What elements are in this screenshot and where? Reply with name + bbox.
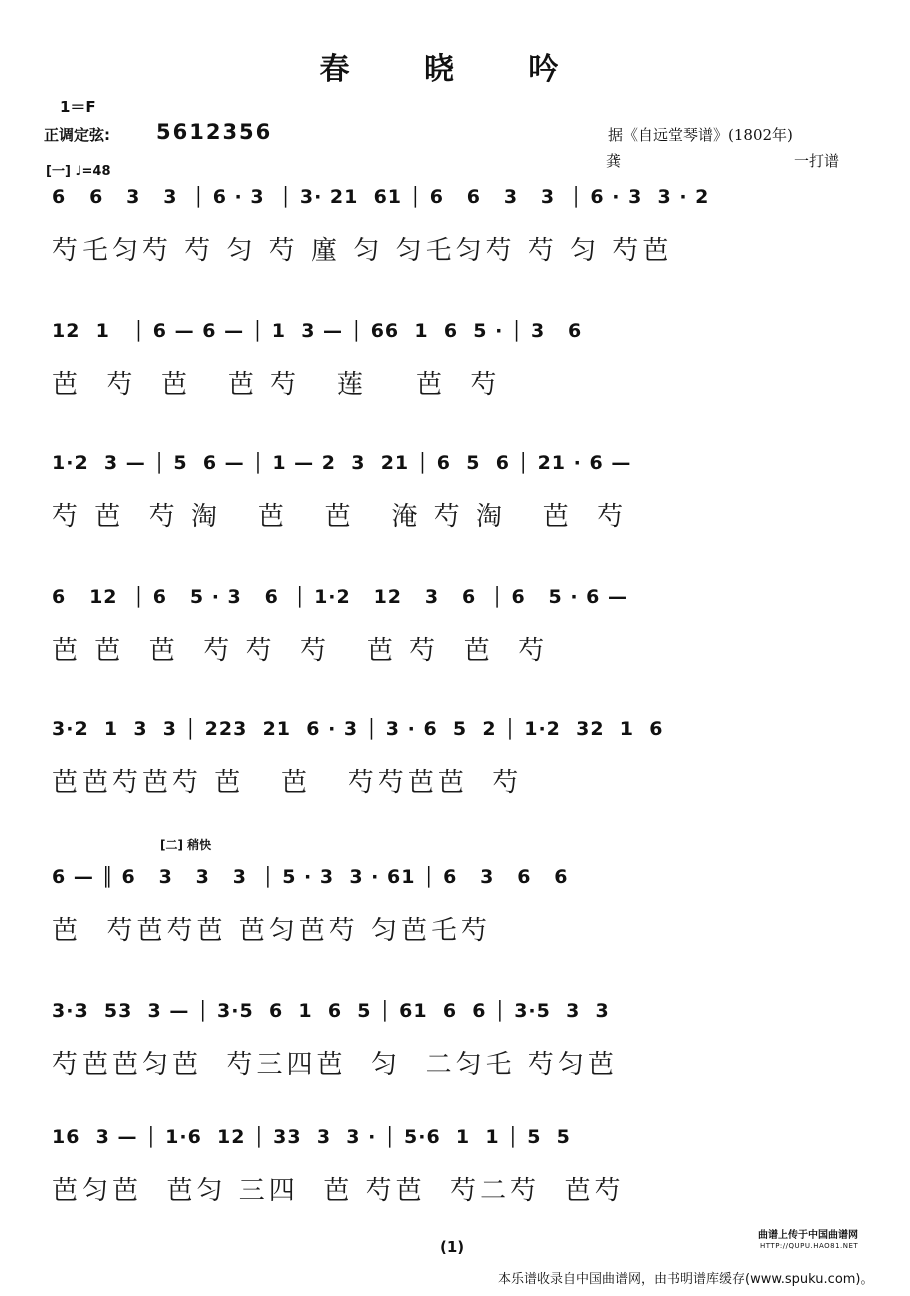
tablature-line: 芭芭芍芭芍 芭 芭 芍芍芭芭 芍 — [52, 768, 523, 798]
tablature-line: 芭匀芭 芭匀 三四 芭 芍芭 芍二芍 芭芍 — [52, 1176, 625, 1206]
notation-line: 6 12 │ 6 5 · 3 6 │ 1·2 12 3 6 │ 6 5 · 6 — — [52, 586, 629, 608]
notation-line: 16 3 — │ 1·6 12 │ 33 3 3 · │ 5·6 1 1 │ 5 5 — [52, 1126, 571, 1148]
watermark-url: HTTP://QUPU.HAO81.NET — [760, 1242, 859, 1250]
tuning-label: 正调定弦: — [44, 126, 110, 144]
notation-line: 1·2 3 — │ 5 6 — │ 1 — 2 3 21 │ 6 5 6 │ 21 · 6 — — [52, 452, 632, 474]
tablature-line: 芍乇匀芍 芍 匀 芍 廑 匀 匀乇匀芍 芍 匀 芍芭 — [52, 236, 673, 266]
tablature-line: 芭 芍芭芍芭 芭匀芭芍 匀芭乇芍 — [52, 916, 492, 946]
tablature-line: 芭 芭 芭 芍 芍 芍 芭 芍 芭 芍 — [52, 636, 549, 666]
page-title: 春 晓 吟 — [319, 52, 591, 87]
key-signature: 1＝F — [60, 98, 96, 116]
notation-line: 6 — ║ 6 3 3 3 │ 5 · 3 3 · 61 │ 6 3 6 6 — [52, 866, 569, 888]
tablature-line: 芍芭芭匀芭 芍三四芭 匀 二匀乇 芍匀芭 — [52, 1050, 618, 1080]
notation-line: 3·3 53 3 — │ 3·5 6 1 6 5 │ 61 6 6 │ 3·5 3 3 — [52, 1000, 610, 1022]
notation-line: 12 1 │ 6 — 6 — │ 1 3 — │ 66 1 6 5 · │ 3 6 — [52, 320, 583, 342]
transcriber-surname: 龚 — [606, 152, 622, 170]
section-one-marker: [一] ♩=48 — [46, 164, 111, 179]
tablature-line: 芭 芍 芭 芭 芍 莲 芭 芍 — [52, 370, 501, 400]
tuning-notes: 5612356 — [156, 120, 273, 144]
notation-line: 3·2 1 3 3 │ 223 21 6 · 3 │ 3 · 6 5 2 │ 1·2 32 1 6 — [52, 718, 664, 740]
notation-line: 6 6 3 3 │ 6 · 3 │ 3· 21 61 │ 6 6 3 3 │ 6 · 3 3 · 2 — [52, 186, 710, 208]
transcriber-credit: 一打谱 — [794, 152, 840, 170]
tablature-line: 芍 芭 芍 淘 芭 芭 淹 芍 淘 芭 芍 — [52, 502, 628, 532]
page-number: (1) — [440, 1238, 465, 1256]
section-two-marker: [二] 稍快 — [160, 838, 212, 852]
watermark — [758, 1226, 888, 1254]
watermark-text: 曲谱上传于中国曲谱网 — [758, 1230, 858, 1241]
footer-note: 本乐谱收录自中国曲谱网，由书明谱库缓存(www.spuku.com)。 — [498, 1272, 874, 1287]
source-reference: 据《自远堂琴谱》(1802年) — [608, 126, 793, 144]
